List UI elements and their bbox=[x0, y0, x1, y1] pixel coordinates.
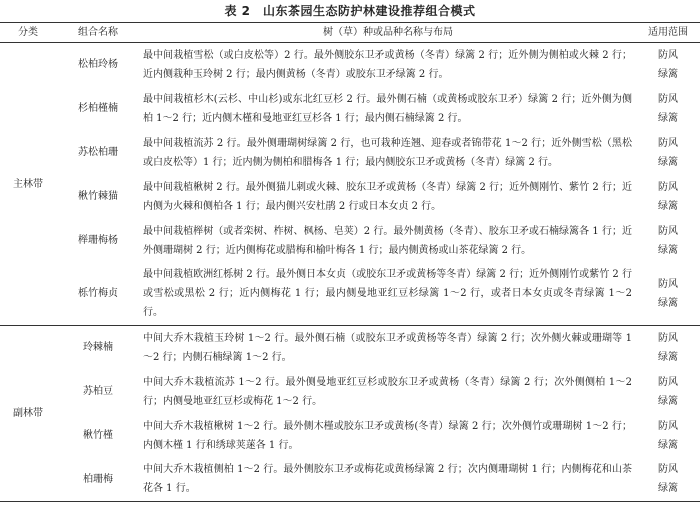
table-row bbox=[0, 458, 700, 502]
table-title: 表 2 山东茶园生态防护林建设推荐组合模式 bbox=[224, 4, 476, 18]
table-row bbox=[0, 87, 700, 131]
category-secondary: 副林带 bbox=[13, 408, 43, 419]
scope-line-1: 防风 bbox=[658, 93, 678, 105]
layout-desc: 最中间栽植雪松（或白皮松等）2 行。最外侧胶东卫矛或黄杨（冬青）绿篱 2 行；近外侧为侧柏或火棘 2 行；近内侧栽种玉玲树 2 行；最内侧黄杨（冬青）或胶东卫矛绿篱 2 行。 bbox=[143, 49, 632, 80]
layout-desc: 中间大乔木栽植玉玲树 1～2 行。最外侧石楠（或胶东卫矛或黄杨等冬青）绿篱 2 行；次外侧火棘或珊瑚等 1～2 行；内侧石楠绿篱 1～2 行。 bbox=[143, 332, 632, 363]
scope-cell bbox=[636, 175, 700, 219]
layout-desc: 最中间栽植欧洲红栎树 2 行。最外侧日本女贞（或胶东卫矛或黄杨等冬青）绿篱 2 行；近外侧刚竹或紫竹 2 行或雪松或黑松 2 行；近内侧梅花 1 行；最内侧曼地亚红豆杉绿篱 1～2 行，或者日本女贞或冬青绿篱 1～2 行。 bbox=[143, 269, 632, 319]
header-row bbox=[0, 23, 700, 43]
table-row bbox=[0, 219, 700, 263]
combo-name: 榉珊梅杨 bbox=[78, 235, 118, 246]
combo-name: 松柏玲杨 bbox=[78, 59, 118, 71]
header-combo: 组合名称 bbox=[78, 27, 118, 38]
scope-cell bbox=[636, 43, 700, 87]
scope-line-1: 防风 bbox=[658, 49, 678, 61]
layout-desc: 最中间栽植榉树（或者栾树、柞树、枫杨、皂荚）2 行。最外侧黄杨（冬青）、胶东卫矛或石楠绿篱各 1 行；近外侧珊瑚树 2 行；近内侧梅花或腊梅和榆叶梅各 1 行；最内侧黄杨或山茶花绿篱 2 行。 bbox=[143, 225, 632, 256]
header-layout: 树（草）种或品种名称与布局 bbox=[323, 27, 453, 38]
table-row bbox=[0, 131, 700, 175]
table-row bbox=[0, 175, 700, 219]
layout-desc: 最中间栽植流苏 2 行。最外侧珊瑚树绿篱 2 行，也可栽种连翘、迎春或者锦带花 1～2 行；近外侧雪松（黑松或白皮松等）1 行；近内侧为侧柏和腊梅各 1 行；最内侧胶东卫矛或黄杨（冬青）绿篱 2 行。 bbox=[143, 137, 632, 168]
scope-line-2: 绿篱 bbox=[658, 395, 678, 407]
scope-line-1: 防风 bbox=[658, 137, 678, 149]
header-category: 分类 bbox=[18, 27, 38, 38]
scope-cell bbox=[636, 458, 700, 502]
scope-line-2: 绿篱 bbox=[658, 351, 678, 363]
scope-cell bbox=[636, 414, 700, 458]
layout-desc: 最中间栽植杉木(云杉、中山杉)或东北红豆杉 2 行。最外侧石楠（或黄杨或胶东卫矛）绿篱 2 行；近外侧为侧柏 1～2 行；近内侧木槿和曼地亚红豆杉各 1 行；最内侧石楠绿篱 2 行。 bbox=[143, 93, 632, 124]
layout-desc: 中间大乔木栽植侧柏 1～2 行。最外侧胶东卫矛或梅花或黄杨绿篱 2 行；次内侧珊瑚树 1 行；内侧梅花和山茶花各 1 行。 bbox=[143, 464, 632, 495]
scope-line-2: 绿篱 bbox=[658, 297, 678, 309]
layout-desc: 中间大乔木栽植楸树 1～2 行。最外侧木槿或胶东卫矛或黄杨(冬青）绿篱 2 行；次外侧竹或珊瑚树 1～2 行；内侧木槿 1 行和绣球荚蒾各 1 行。 bbox=[143, 420, 632, 451]
header-scope: 适用范围 bbox=[648, 27, 688, 38]
scope-cell bbox=[636, 326, 700, 370]
combo-name: 楸竹棘猫 bbox=[78, 191, 118, 202]
scope-line-1: 防风 bbox=[658, 332, 678, 344]
combo-name: 苏松柏珊 bbox=[78, 147, 118, 158]
combo-name: 栎竹梅贞 bbox=[78, 288, 118, 300]
combo-name: 玲棘楠 bbox=[83, 342, 113, 354]
scope-cell bbox=[636, 131, 700, 175]
table-row bbox=[0, 43, 700, 87]
scope-line-1: 防风 bbox=[658, 376, 678, 388]
combo-name: 杉柏槿楠 bbox=[78, 103, 118, 114]
category-main: 主林带 bbox=[13, 178, 43, 190]
scope-line-1: 防风 bbox=[658, 278, 678, 290]
scope-line-1: 防风 bbox=[658, 225, 678, 237]
scope-line-2: 绿篱 bbox=[658, 483, 678, 495]
scope-line-2: 绿篱 bbox=[658, 200, 678, 212]
scope-cell bbox=[636, 370, 700, 414]
layout-desc: 最中间栽植楸树 2 行。最外侧猫儿刺或火棘、胶东卫矛或黄杨（冬青）绿篱 2 行；近外侧刚竹、紫竹 2 行；近内侧为火棘和侧柏各 1 行；最内侧兴安杜鹃 2 行或日本女贞 2 行。 bbox=[143, 181, 632, 212]
scope-line-2: 绿篱 bbox=[658, 68, 678, 80]
scope-line-1: 防风 bbox=[658, 181, 678, 193]
combo-name: 苏柏豆 bbox=[83, 386, 113, 397]
table-row bbox=[0, 326, 700, 370]
scope-line-2: 绿篱 bbox=[658, 156, 678, 168]
scope-line-1: 防风 bbox=[658, 420, 678, 432]
scope-line-2: 绿篱 bbox=[658, 112, 678, 124]
combo-name: 楸竹槿 bbox=[83, 430, 113, 441]
table-row bbox=[0, 414, 700, 458]
scope-line-2: 绿篱 bbox=[658, 244, 678, 256]
layout-desc: 中间大乔木栽植流苏 1～2 行。最外侧曼地亚红豆杉或胶东卫矛或黄杨（冬青）绿篱 2 行；次外侧侧柏 1～2 行；内侧曼地亚红豆杉或梅花 1～2 行。 bbox=[143, 376, 632, 407]
scope-cell bbox=[636, 219, 700, 263]
table-row bbox=[0, 263, 700, 326]
scope-line-2: 绿篱 bbox=[658, 439, 678, 451]
scope-cell bbox=[636, 87, 700, 131]
table-row bbox=[0, 370, 700, 414]
scope-line-1: 防风 bbox=[658, 464, 678, 476]
recommendation-table bbox=[0, 22, 700, 502]
scope-cell bbox=[636, 263, 700, 326]
combo-name: 柏珊梅 bbox=[83, 473, 113, 485]
